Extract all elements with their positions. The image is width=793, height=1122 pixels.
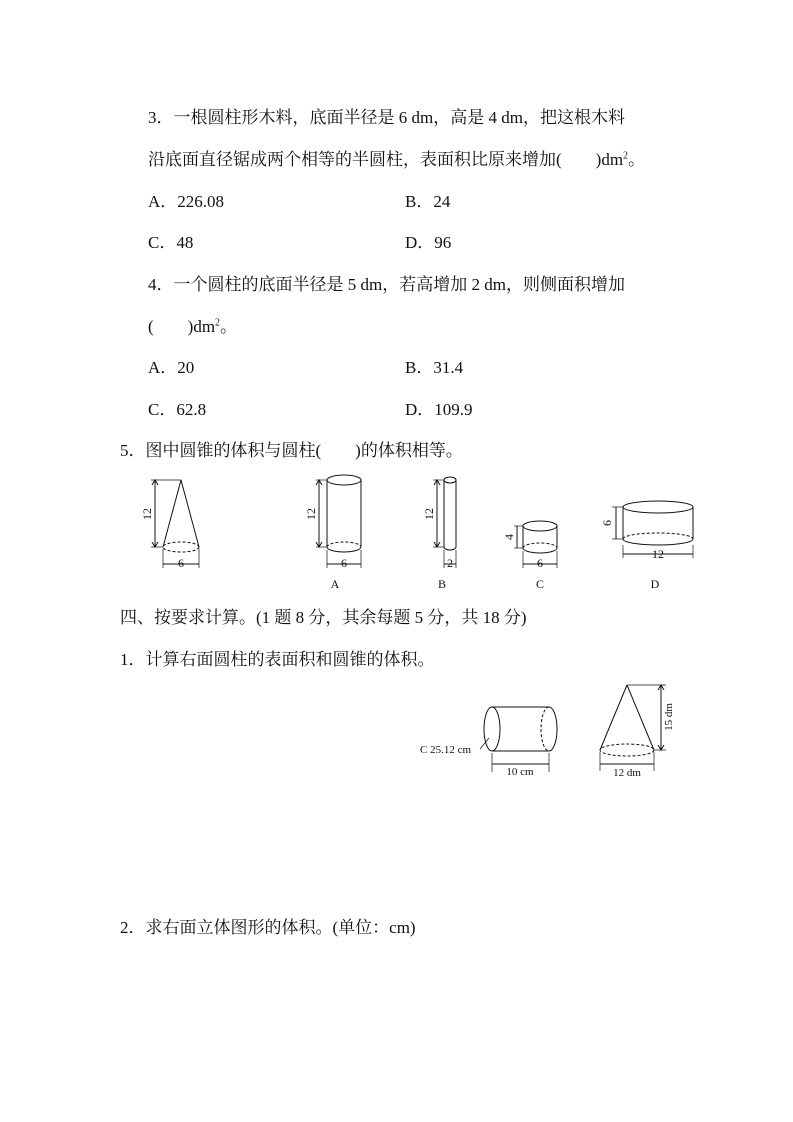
q5-c-height-label: 4 [502, 534, 516, 540]
calc1-cone [600, 685, 666, 771]
q3-option-c: C．48 [148, 233, 194, 252]
q5-cone-base-label: 6 [178, 556, 184, 570]
q5-a-base-label: 6 [341, 556, 347, 570]
calc1-length-label: 10 cm [506, 766, 534, 778]
q5-a-letter: A [330, 577, 340, 591]
q3-option-d: D．96 [405, 233, 452, 252]
q5-b-letter: B [437, 577, 447, 591]
q3-option-a: A．226.08 [148, 192, 225, 211]
q3-line2-end: 。 [628, 150, 646, 169]
calc1-text: 1．计算右面圆柱的表面积和圆锥的体积。 [120, 650, 435, 669]
q3-option-b: B．24 [405, 192, 451, 211]
q5-c-base-label: 6 [537, 556, 543, 570]
q3-line2-main: 沿底面直径锯成两个相等的半圆柱，表面积比原来增加( )dm [148, 150, 624, 169]
q4-superscript: 2 [215, 317, 221, 329]
q3-superscript: 2 [623, 150, 629, 162]
q4-line2-end: 。 [220, 317, 238, 336]
q3-text-line1: 3．一根圆柱形木料，底面半径是 6 dm，高是 4 dm，把这根木料 [148, 108, 625, 127]
calc2-text: 2．求右面立体图形的体积。(单位：cm) [120, 918, 416, 937]
q4-option-d: D．109.9 [405, 400, 473, 419]
calc1-cylinder [480, 707, 557, 772]
q5-text: 5．图中圆锥的体积与圆柱( )的体积相等。 [120, 441, 463, 460]
q5-d-base-label: 12 [652, 547, 664, 561]
calc1-cone-base-label: 12 dm [613, 767, 641, 779]
q4-option-c: C．62.8 [148, 400, 207, 419]
q5-cone-height-label: 12 [140, 508, 154, 520]
q5-cylinder-c [514, 521, 557, 568]
q4-text-line1: 4．一个圆柱的底面半径是 5 dm，若高增加 2 dm，则侧面积增加 [148, 275, 625, 294]
calc1-circumference-label: C 25.12 cm [420, 744, 472, 756]
q5-b-height-label: 12 [422, 508, 436, 520]
q5-cylinder-a [316, 475, 361, 568]
q5-a-height-label: 12 [304, 508, 318, 520]
calc1-cone-height-label: 15 dm [663, 703, 675, 731]
q5-cylinder-b [433, 477, 456, 568]
q4-line2-main: ( )dm [148, 317, 216, 336]
q5-b-base-label: 2 [447, 556, 453, 570]
q5-d-letter: D [650, 577, 660, 591]
q5-d-height-label: 6 [600, 520, 614, 526]
q4-option-b: B．31.4 [405, 358, 464, 377]
section4-title: 四、按要求计算。(1 题 8 分，其余每题 5 分，共 18 分) [120, 608, 527, 627]
q5-c-letter: C [535, 577, 545, 591]
q4-option-a: A．20 [148, 358, 195, 377]
q5-cone [151, 480, 199, 568]
